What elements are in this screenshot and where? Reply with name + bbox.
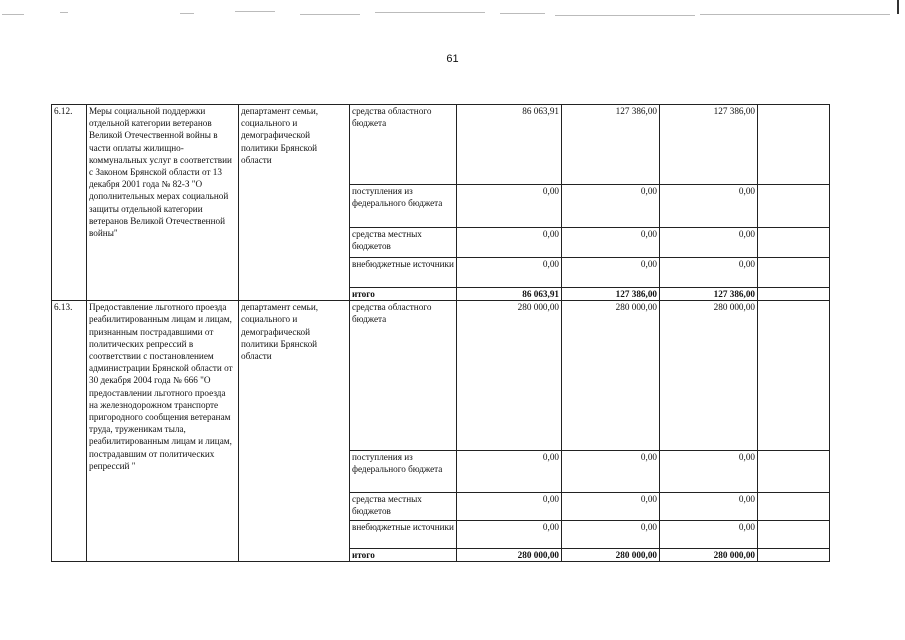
- amount-year-2: 127 386,00: [562, 105, 660, 185]
- amount-year-2: 0,00: [562, 228, 660, 258]
- funding-source-label: средства местных бюджетов: [350, 228, 457, 258]
- amount-year-2: 0,00: [562, 493, 660, 521]
- empty-cell: [758, 493, 830, 521]
- empty-cell: [758, 549, 830, 562]
- amount-year-1: 86 063,91: [457, 288, 562, 301]
- amount-year-2: 0,00: [562, 521, 660, 549]
- funding-source-label: средства местных бюджетов: [350, 493, 457, 521]
- amount-year-1: 280 000,00: [457, 549, 562, 562]
- funding-source-label: внебюджетные источники: [350, 258, 457, 288]
- funding-source-label: итого: [350, 549, 457, 562]
- empty-cell: [758, 451, 830, 493]
- funding-source-label: средства областного бюджета: [350, 301, 457, 451]
- amount-year-1: 280 000,00: [457, 301, 562, 451]
- empty-cell: [758, 258, 830, 288]
- amount-year-2: 280 000,00: [562, 301, 660, 451]
- amount-year-3: 0,00: [660, 451, 758, 493]
- amount-year-1: 86 063,91: [457, 105, 562, 185]
- executor: департамент семьи, социального и демографической политики Брянской области: [239, 301, 350, 562]
- funding-source-label: поступления из федерального бюджета: [350, 451, 457, 493]
- amount-year-3: 0,00: [660, 521, 758, 549]
- empty-cell: [758, 228, 830, 258]
- amount-year-1: 0,00: [457, 521, 562, 549]
- funding-source-label: внебюджетные источники: [350, 521, 457, 549]
- funding-source-label: итого: [350, 288, 457, 301]
- amount-year-3: 127 386,00: [660, 105, 758, 185]
- amount-year-1: 0,00: [457, 451, 562, 493]
- amount-year-1: 0,00: [457, 493, 562, 521]
- executor: департамент семьи, социального и демографической политики Брянской области: [239, 105, 350, 301]
- empty-cell: [758, 301, 830, 451]
- amount-year-2: 0,00: [562, 451, 660, 493]
- amount-year-3: 127 386,00: [660, 288, 758, 301]
- measure-description: Предоставление льготного проезда реабилитированным лицам и лицам, признанным пострадавшими от политических репрессий в соответствии с постановлением администрации Брянской области от 30 декабря 2004 года № 666 "О предоставлении льготного проезда на железнодорожном транспорте пригородного сообщения ветеранам труда, труженикам тыла, реабилитированным лицам и лицам, пострадавшим от политических репрессий ": [87, 301, 239, 562]
- measure-description: Меры социальной поддержки отдельной категории ветеранов Великой Отечественной войны в части оплаты жилищно-коммунальных услуг в соответствии с Законом Брянской области от 13 декабря 2001 года № 82-З "О дополнительных мерах социальной защиты отдельной категории ветеранов Великой Отечественной войны": [87, 105, 239, 301]
- amount-year-3: 280 000,00: [660, 301, 758, 451]
- scan-noise-top: [0, 8, 905, 22]
- amount-year-1: 0,00: [457, 228, 562, 258]
- empty-cell: [758, 105, 830, 185]
- empty-cell: [758, 185, 830, 228]
- amount-year-3: 0,00: [660, 258, 758, 288]
- row-index: 6.12.: [52, 105, 87, 301]
- empty-cell: [758, 288, 830, 301]
- budget-table: [51, 104, 830, 562]
- amount-year-3: 280 000,00: [660, 549, 758, 562]
- amount-year-3: 0,00: [660, 228, 758, 258]
- amount-year-3: 0,00: [660, 493, 758, 521]
- amount-year-2: 0,00: [562, 185, 660, 228]
- table-row: [52, 105, 830, 185]
- amount-year-1: 0,00: [457, 185, 562, 228]
- funding-source-label: поступления из федерального бюджета: [350, 185, 457, 228]
- scan-edge-mark: [897, 0, 899, 14]
- row-index: 6.13.: [52, 301, 87, 562]
- amount-year-2: 127 386,00: [562, 288, 660, 301]
- table-row: [52, 301, 830, 451]
- amount-year-2: 0,00: [562, 258, 660, 288]
- page-number: 61: [446, 53, 459, 65]
- amount-year-3: 0,00: [660, 185, 758, 228]
- amount-year-2: 280 000,00: [562, 549, 660, 562]
- empty-cell: [758, 521, 830, 549]
- amount-year-1: 0,00: [457, 258, 562, 288]
- funding-source-label: средства областного бюджета: [350, 105, 457, 185]
